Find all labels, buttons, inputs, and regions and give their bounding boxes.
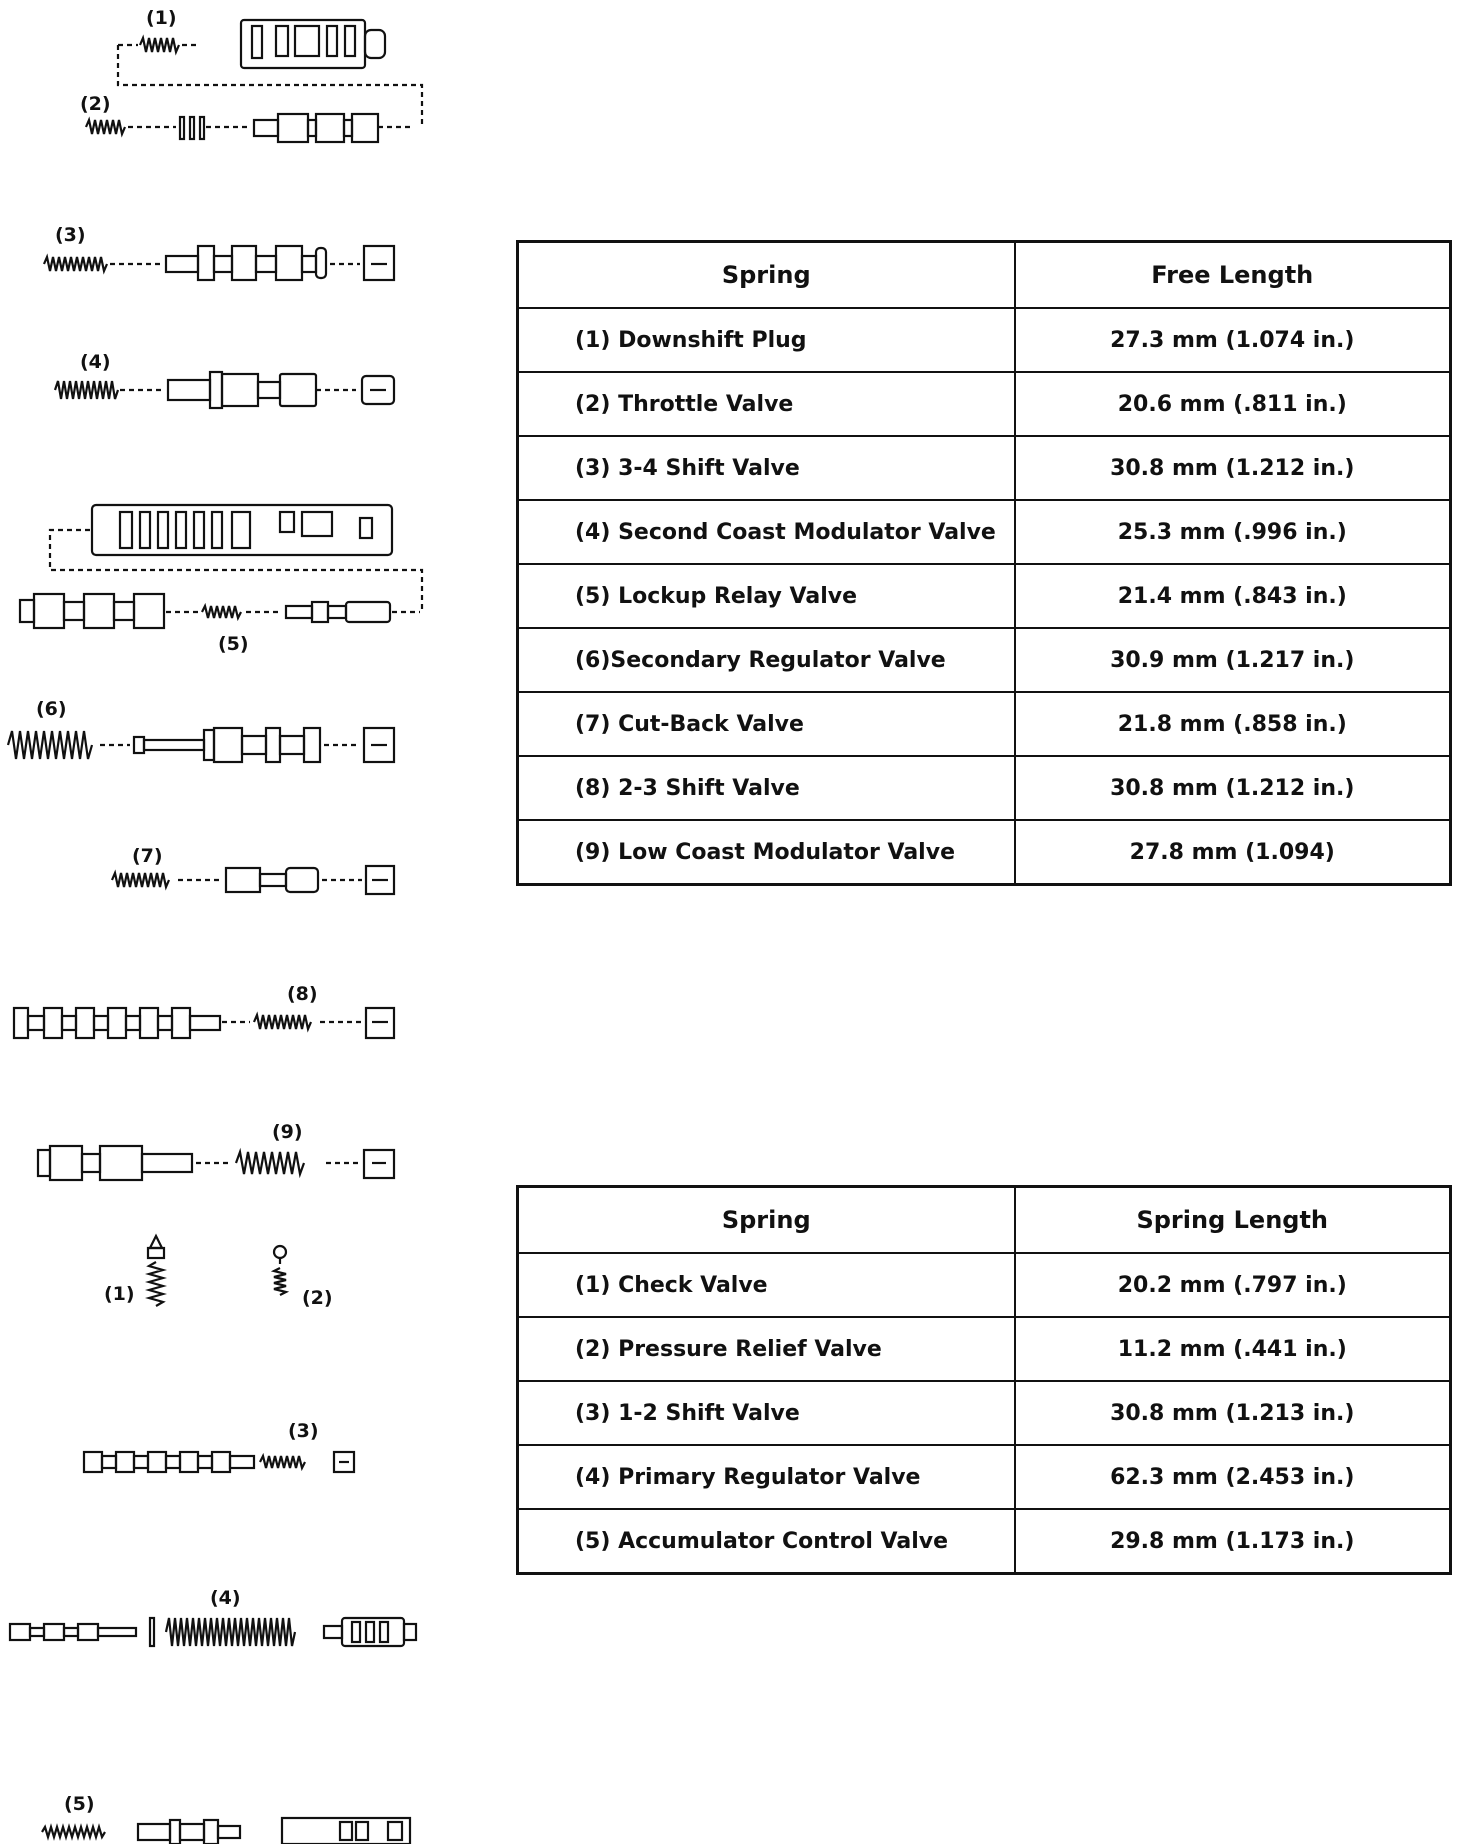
table-header-row [518,242,1451,309]
table-row [518,500,1451,564]
spring-length: 11.2 mm (.441 in.) [1015,1317,1451,1381]
spring-name: (8) 2-3 Shift Valve [518,756,1015,820]
diagram-label: (3) [288,1420,319,1442]
relief-valve-spring-icon [274,1268,286,1295]
spring-name: (5) Lockup Relay Valve [518,564,1015,628]
assembly-9-low-coast-modulator [38,1121,394,1180]
diagram-label: (4) [210,1587,241,1609]
spring-length: 20.6 mm (.811 in.) [1015,372,1451,436]
table-row [518,436,1451,500]
assembly-1-downshift-plug [80,7,422,142]
assembly-3-shift-valve [44,224,394,280]
assembly-6-secondary-regulator [8,698,394,762]
assembly-7-cut-back [112,845,394,894]
spring-name: (3) 1-2 Shift Valve [518,1381,1015,1445]
diagram-label: (6) [36,698,67,720]
spring-name: (3) 3-4 Shift Valve [518,436,1015,500]
assembly-primary-regulator [10,1587,416,1646]
spring-length: 30.8 mm (1.213 in.) [1015,1381,1451,1445]
diagram-label: (3) [55,224,86,246]
diagram-label: (8) [287,983,318,1005]
spring-length: 30.8 mm (1.212 in.) [1015,436,1451,500]
table-row [518,564,1451,628]
column-header-spring: Spring [518,242,1015,309]
spring-length: 29.8 mm (1.173 in.) [1015,1509,1451,1574]
diagram-label: (7) [132,845,163,867]
spring-length: 30.8 mm (1.212 in.) [1015,756,1451,820]
diagram-label: (5) [64,1793,95,1815]
assembly-1-2-shift [84,1420,354,1472]
spring-length: 27.3 mm (1.074 in.) [1015,308,1451,372]
spring-length: 62.3 mm (2.453 in.) [1015,1445,1451,1509]
table-row [518,756,1451,820]
diagram-label: (9) [272,1121,303,1143]
diagram-label: (1) [146,7,177,29]
assembly-accumulator-control [42,1793,410,1844]
spring-name: (5) Accumulator Control Valve [518,1509,1015,1574]
table-row [518,1253,1451,1317]
diagram-label: (2) [80,93,111,115]
spring-length: 30.9 mm (1.217 in.) [1015,628,1451,692]
spring-length: 21.4 mm (.843 in.) [1015,564,1451,628]
table-row [518,628,1451,692]
table-row [518,1445,1451,1509]
diagram-label: (1) [104,1283,135,1305]
table-row [518,1509,1451,1574]
spring-length: 21.8 mm (.858 in.) [1015,692,1451,756]
assembly-4-second-coast-modulator [55,351,394,408]
spring-1-icon [140,38,179,52]
spring-name: (6)Secondary Regulator Valve [518,628,1015,692]
check-valve-spring-icon [149,1262,163,1306]
table-row [518,820,1451,885]
diagram-label: (5) [218,633,249,655]
table-row [518,308,1451,372]
spring-name: (2) Pressure Relief Valve [518,1317,1015,1381]
spring-name: (1) Check Valve [518,1253,1015,1317]
spring-length: 20.2 mm (.797 in.) [1015,1253,1451,1317]
valve-spring-diagram [0,0,440,1844]
spring-length-table [516,1185,1452,1575]
column-header-spring-length: Spring Length [1015,1187,1451,1254]
spring-name: (4) Primary Regulator Valve [518,1445,1015,1509]
spring-name: (4) Second Coast Modulator Valve [518,500,1015,564]
assembly-8-2-3-shift [14,983,394,1038]
assembly-5-lockup-relay [20,505,422,655]
table-row [518,1381,1451,1445]
column-header-free-length: Free Length [1015,242,1451,309]
diagram-label: (2) [302,1287,333,1309]
spring-length: 25.3 mm (.996 in.) [1015,500,1451,564]
column-header-spring: Spring [518,1187,1015,1254]
spring-name: (9) Low Coast Modulator Valve [518,820,1015,885]
spring-name: (7) Cut-Back Valve [518,692,1015,756]
free-length-table [516,240,1452,886]
table-row [518,692,1451,756]
table-row [518,1317,1451,1381]
diagram-label: (4) [80,351,111,373]
spring-name: (1) Downshift Plug [518,308,1015,372]
spring-name: (2) Throttle Valve [518,372,1015,436]
table-row [518,372,1451,436]
table-header-row [518,1187,1451,1254]
spring-length: 27.8 mm (1.094) [1015,820,1451,885]
assembly-check-and-relief [104,1236,333,1309]
